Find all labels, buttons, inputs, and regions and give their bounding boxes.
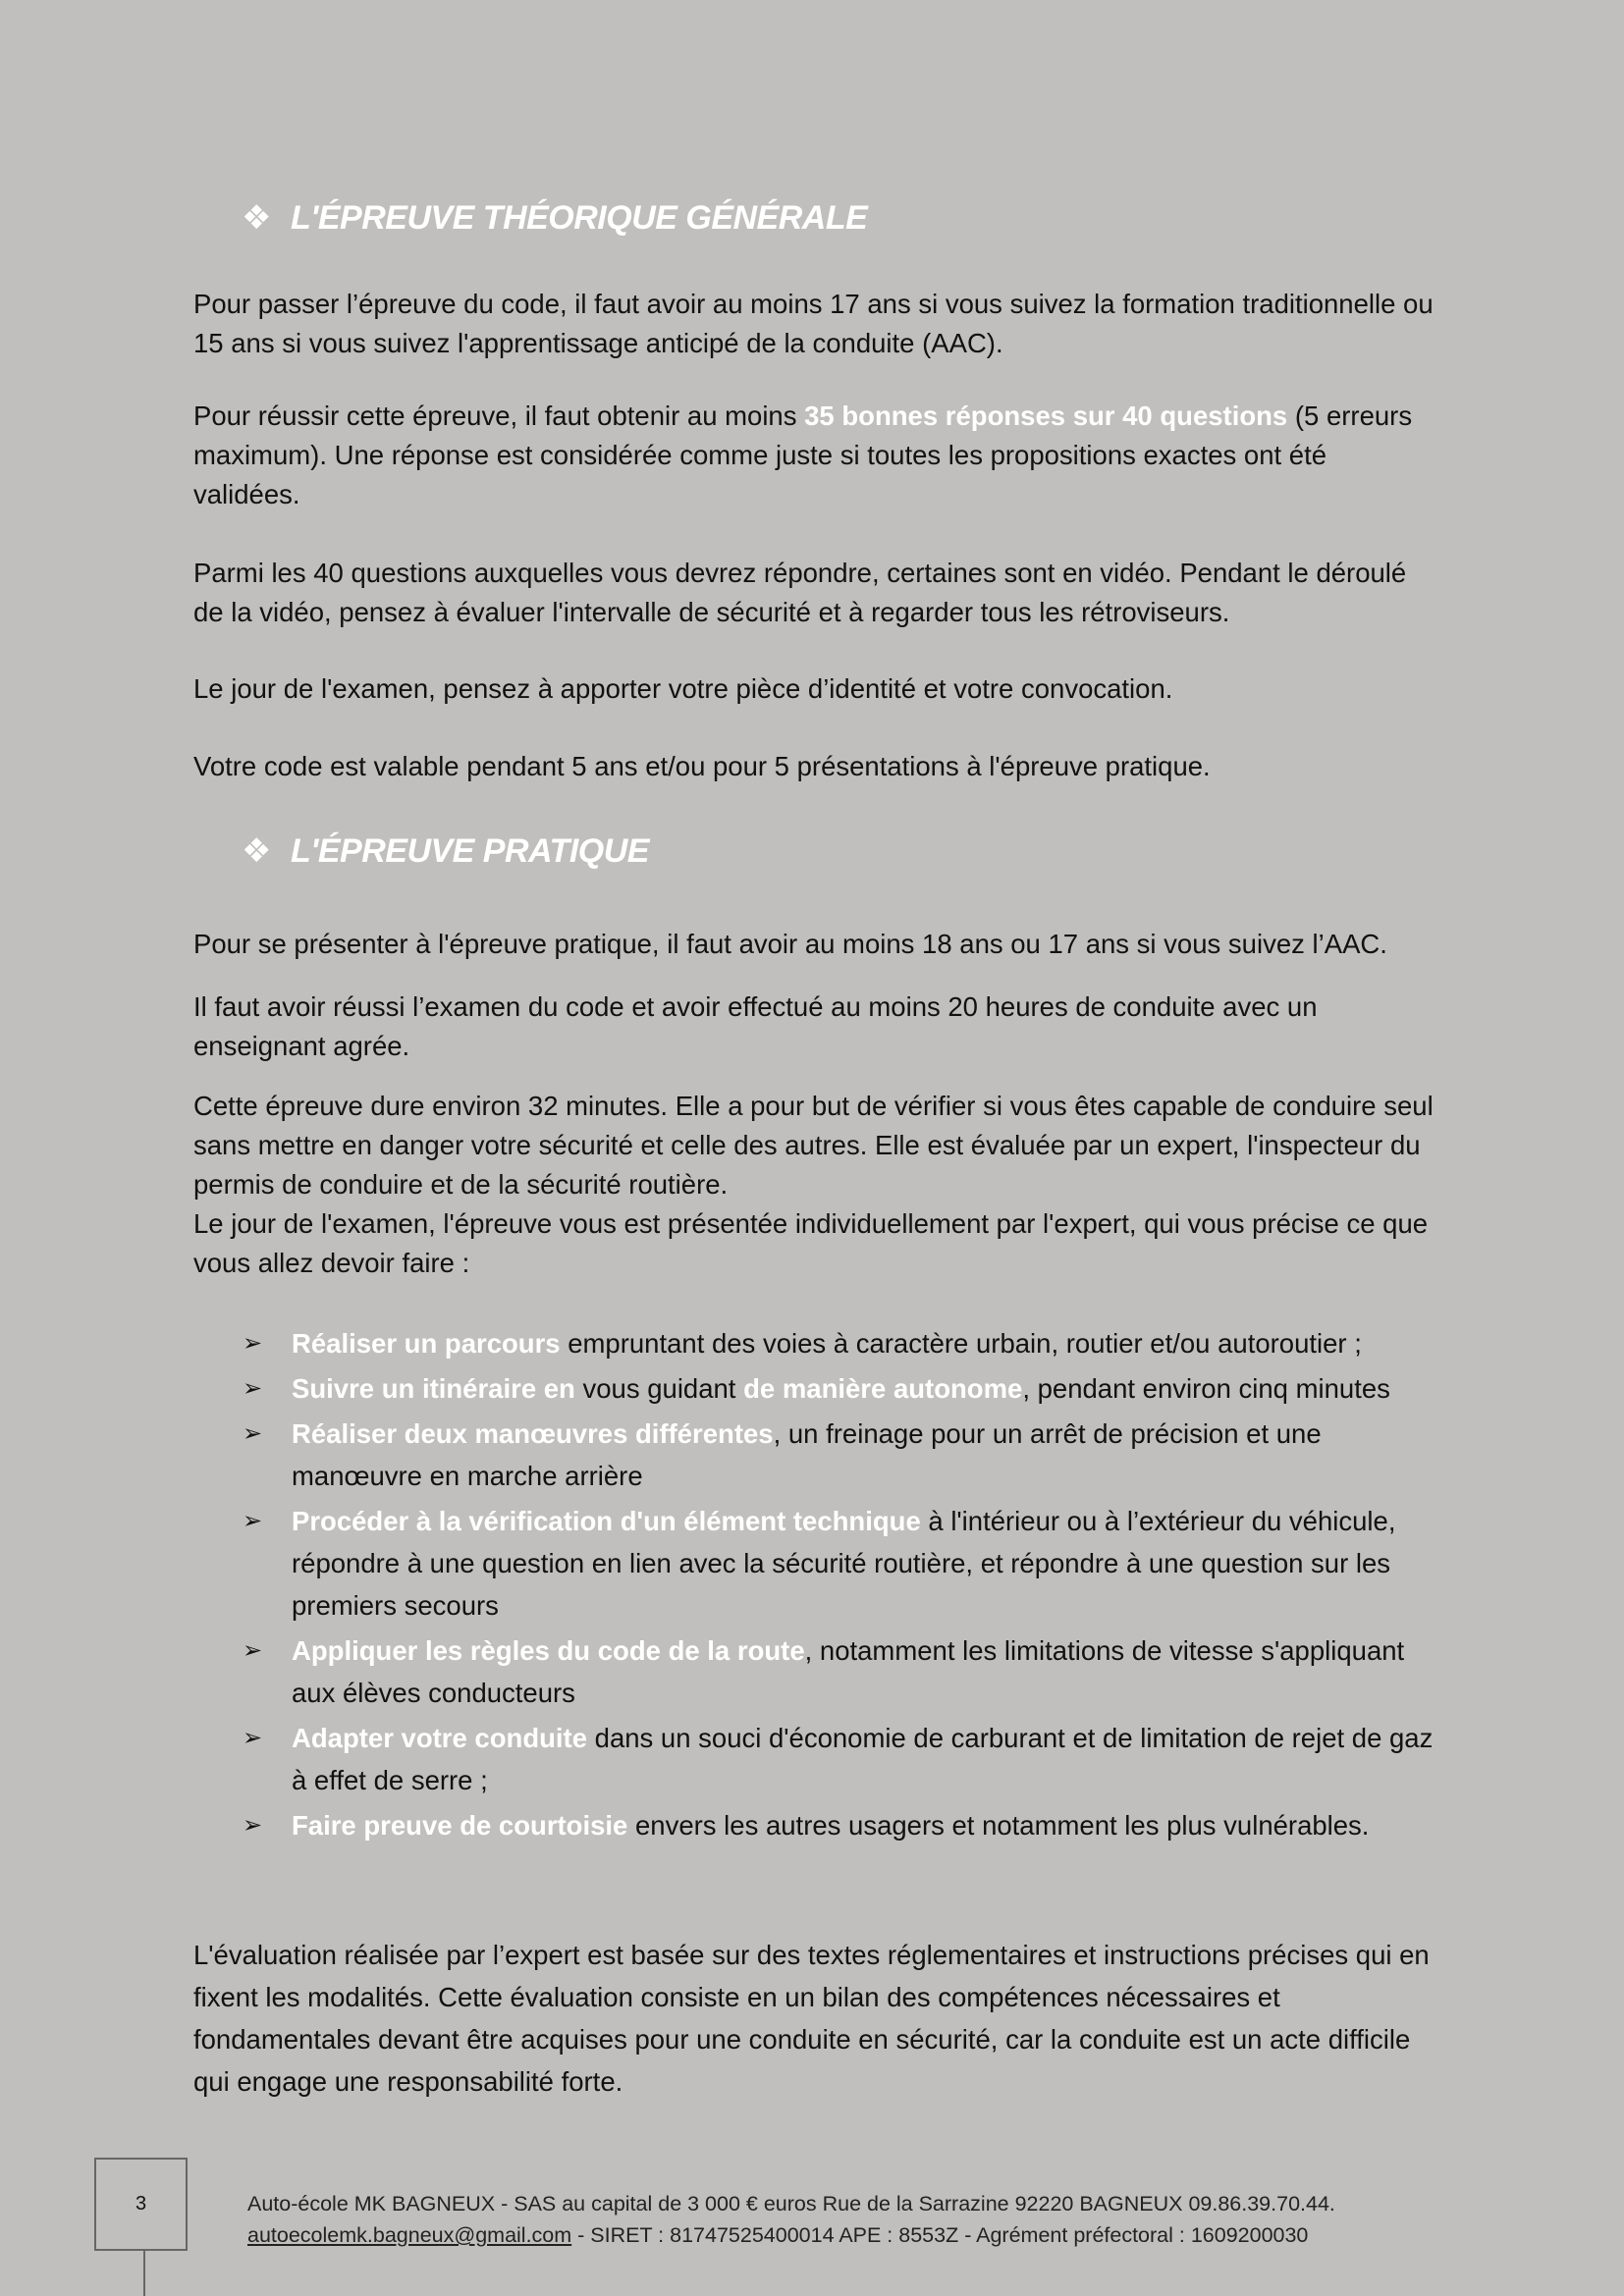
paragraph: Le jour de l'examen, pensez à apporter votre pièce d’identité et votre convocation. <box>193 673 1173 704</box>
text: , notamment les limitations de vitesse s'appliquant aux élèves conducteurs <box>292 1635 1405 1708</box>
heading-text: L'ÉPREUVE PRATIQUE <box>291 832 649 870</box>
paragraph: Pour se présenter à l'épreuve pratique, il faut avoir au moins 18 ans ou 17 ans si vous suivez l’AAC. <box>193 929 1387 959</box>
diamond-bullet-icon: ❖ <box>242 832 271 870</box>
list-item <box>193 1629 1440 1714</box>
text: Cette épreuve dure environ 32 minutes. Elle a pour but de vérifier si vous êtes capable de conduire seul sans mettre en danger votre sécurité et celle des autres. Elle est évaluée par un expert, l'inspecteur du permis de conduire et de la sécurité routière. <box>193 1091 1434 1200</box>
page-number: 3 <box>135 2193 147 2215</box>
text: Pour réussir cette épreuve, il faut obtenir au moins <box>193 400 805 431</box>
text: , un freinage pour un arrêt de précision et une manœuvre en marche arrière <box>292 1418 1322 1491</box>
email-link[interactable]: autoecolemk.bagneux@gmail.com <box>247 2223 572 2247</box>
list-item <box>193 1367 1440 1410</box>
section-heading-theorique <box>242 198 867 238</box>
requirements-list <box>193 1322 1440 1849</box>
arrow-bullet-icon: ➢ <box>243 1812 263 1839</box>
list-item <box>193 1500 1440 1627</box>
highlighted-text: de manière autonome <box>743 1373 1023 1404</box>
text: empruntant des voies à caractère urbain, routier et/ou autoroutier ; <box>560 1328 1362 1359</box>
paragraph: Il faut avoir réussi l’examen du code et avoir effectué au moins 20 heures de conduite avec un enseignant agrée. <box>193 991 1318 1061</box>
footer-line-2 <box>247 2219 1335 2251</box>
highlighted-text: Procéder à la vérification d'un élément technique <box>292 1506 921 1536</box>
highlighted-text: Faire preuve de courtoisie <box>292 1810 628 1841</box>
highlighted-text: Appliquer les règles du code de la route <box>292 1635 805 1666</box>
text: à l'intérieur ou à l’extérieur du véhicule, répondre à une question en lien avec la sécurité routière, et répondre à une question sur les premiers secours <box>292 1506 1396 1621</box>
footer-divider <box>143 2251 145 2296</box>
footer-registration: - SIRET : 81747525400014 APE : 8553Z - Agrément préfectoral : 1609200030 <box>571 2223 1309 2247</box>
page-number-box <box>94 2158 188 2251</box>
text: (5 erreurs maximum). Une réponse est considérée comme juste si toutes les propositions exactes ont été validées. <box>193 400 1413 509</box>
footer <box>247 2188 1335 2251</box>
heading-text: L'ÉPREUVE THÉORIQUE GÉNÉRALE <box>291 199 868 237</box>
arrow-bullet-icon: ➢ <box>243 1375 263 1402</box>
highlighted-text: Réaliser un parcours <box>292 1328 561 1359</box>
highlighted-text: Réaliser deux manœuvres différentes <box>292 1418 774 1449</box>
arrow-bullet-icon: ➢ <box>243 1508 263 1534</box>
text: , pendant environ cinq minutes <box>1022 1373 1390 1404</box>
paragraph: L'évaluation réalisée par l’expert est basée sur des textes réglementaires et instructions précises qui en fixent les modalités. Cette évaluation consiste en un bilan des compétences nécessaires et fondamentales devant être acquises pour une conduite en sécurité, car la conduite est un acte difficile qui engage une responsabilité forte. <box>193 1940 1430 2097</box>
list-item <box>193 1413 1440 1497</box>
text: envers les autres usagers et notamment les plus vulnérables. <box>627 1810 1370 1841</box>
text: dans un souci d'économie de carburant et de limitation de rejet de gaz à effet de serre ; <box>292 1723 1434 1795</box>
highlighted-text: 35 bonnes réponses sur 40 questions <box>804 400 1288 431</box>
paragraph: Votre code est valable pendant 5 ans et/ou pour 5 présentations à l'épreuve pratique. <box>193 751 1211 781</box>
arrow-bullet-icon: ➢ <box>243 1330 263 1357</box>
paragraph: Pour passer l’épreuve du code, il faut avoir au moins 17 ans si vous suivez la formation traditionnelle ou 15 ans si vous suivez l'apprentissage anticipé de la conduite (AAC). <box>193 289 1434 358</box>
paragraph <box>193 1087 1440 1283</box>
paragraph <box>193 397 1440 514</box>
list-item <box>193 1322 1440 1364</box>
diamond-bullet-icon: ❖ <box>242 199 271 237</box>
list-item <box>193 1804 1440 1846</box>
footer-line-1: Auto-école MK BAGNEUX - SAS au capital de 3 000 € euros Rue de la Sarrazine 92220 BAGNEUX 09.86.39.70.44. <box>247 2192 1335 2216</box>
text: Le jour de l'examen, l'épreuve vous est présentée individuellement par l'expert, qui vous précise ce que vous allez devoir faire : <box>193 1208 1429 1278</box>
arrow-bullet-icon: ➢ <box>243 1420 263 1447</box>
arrow-bullet-icon: ➢ <box>243 1637 263 1664</box>
arrow-bullet-icon: ➢ <box>243 1725 263 1751</box>
highlighted-text: Adapter votre conduite <box>292 1723 588 1753</box>
list-item <box>193 1717 1440 1801</box>
highlighted-text: Suivre un itinéraire en <box>292 1373 575 1404</box>
section-heading-pratique <box>242 831 649 871</box>
text: vous guidant <box>574 1373 744 1404</box>
paragraph: Parmi les 40 questions auxquelles vous devrez répondre, certaines sont en vidéo. Pendant le déroulé de la vidéo, pensez à évaluer l'intervalle de sécurité et à regarder tous les rétroviseurs. <box>193 558 1407 627</box>
